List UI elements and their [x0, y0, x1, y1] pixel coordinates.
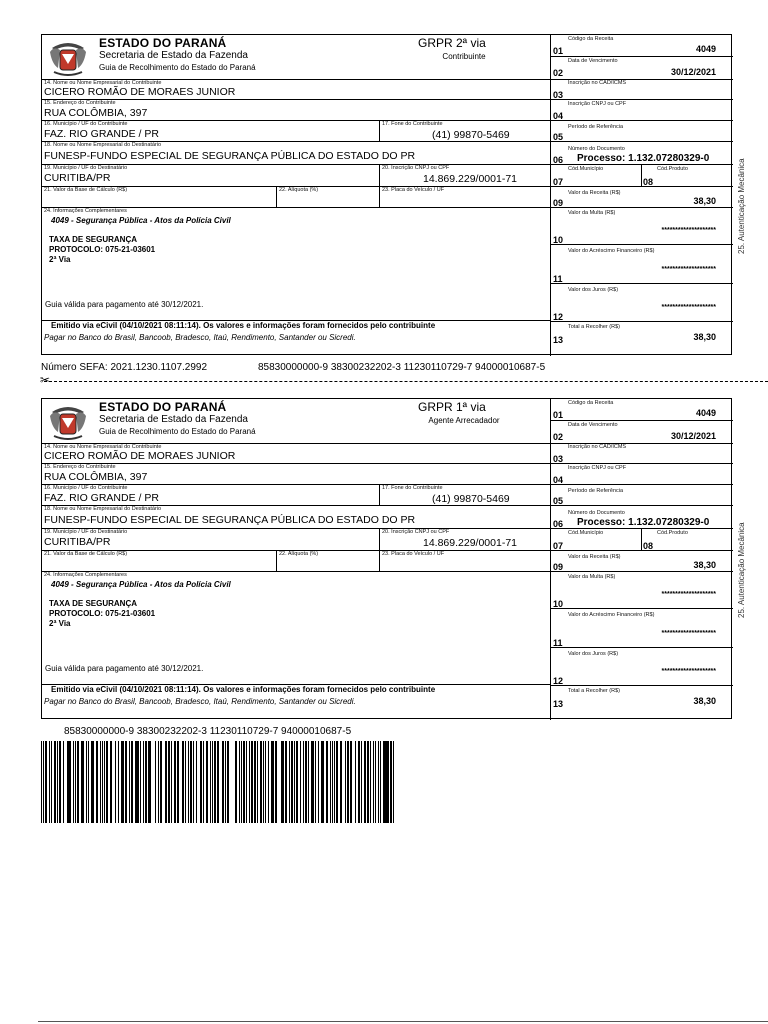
r12-label: Valor dos Juros (R$): [568, 287, 619, 293]
r03-num: 03: [553, 90, 564, 100]
interest-value: ********************: [661, 668, 716, 675]
recipient-cnpj: 14.869.229/0001-71: [423, 537, 518, 549]
field-24-label: 24. Informações Complementares: [44, 572, 127, 578]
r10-num: 10: [553, 599, 564, 609]
field-20-label: 20. Inscrição CNPJ ou CPF: [382, 165, 450, 171]
r10-num: 10: [553, 235, 564, 245]
r01-num: 01: [553, 46, 564, 56]
validity-note: Guia válida para pagamento até 30/12/2021.: [45, 300, 204, 309]
digitable-line-bottom: 85830000000-9 38300232202-3 11230110729-7 94000010687-5: [64, 726, 352, 737]
r07-label: Cód.Município: [568, 530, 604, 536]
r03-label: Inscrição no CAD/ICMS: [568, 80, 627, 86]
due-date: 30/12/2021: [670, 67, 716, 77]
financial-addition-value: ********************: [661, 266, 716, 273]
r12-num: 12: [553, 676, 564, 686]
field-22-label: 22. Alíquota (%): [279, 187, 319, 193]
r06-label: Número do Documento: [568, 510, 625, 516]
r02-label: Data de Vencimento: [568, 422, 618, 428]
r05-label: Período de Referência: [568, 124, 624, 130]
r13-label: Total a Recolher (R$): [568, 324, 620, 330]
field-21-label: 21. Valor da Base de Cálculo (R$): [44, 551, 128, 557]
r10-label: Valor da Multa (R$): [568, 574, 616, 580]
guia-form: [41, 34, 732, 355]
field-23-label: 23. Placa do Veículo / UF: [382, 551, 445, 557]
emission-note: Emitido via eCivil (04/10/2021 08:11:14). Os valores e informações foram fornecidos pelo contribuinte: [51, 321, 436, 330]
digitable-line-top: 85830000000-9 38300232202-3 11230110729-7 94000010687-5: [258, 362, 546, 373]
r09-num: 09: [553, 562, 564, 572]
via-title: GRPR 2ª via: [418, 36, 486, 50]
barcode-bar: [393, 741, 394, 823]
field-23-label: 23. Placa do Veículo / UF: [382, 187, 445, 193]
field-14-label: 14. Nome ou Nome Empresarial do Contribuinte: [44, 80, 162, 86]
recipient-cnpj: 14.869.229/0001-71: [423, 173, 518, 185]
contributor-address: RUA COLÔMBIA, 397: [44, 107, 148, 119]
field-18-label: 18. Nome ou Nome Empresarial do Destinatário: [44, 142, 162, 148]
r02-num: 02: [553, 432, 564, 442]
contributor-name: CICERO ROMÃO DE MORAES JUNIOR: [44, 450, 236, 462]
interest-value: ********************: [661, 304, 716, 311]
mechanical-authentication-label: 25. Autenticação Mecânica: [737, 522, 746, 618]
field-20-label: 20. Inscrição CNPJ ou CPF: [382, 529, 450, 535]
r09-label: Valor da Receita (R$): [568, 554, 621, 560]
r01-label: Código da Receita: [568, 36, 614, 42]
r01-num: 01: [553, 410, 564, 420]
field-18-label: 18. Nome ou Nome Empresarial do Destinatário: [44, 506, 162, 512]
r08-label: Cód.Produto: [657, 166, 688, 172]
via-subtitle: Agente Arrecadador: [428, 416, 500, 425]
guia-description: Guia de Recolhimento do Estado do Paraná: [99, 427, 256, 436]
revenue-value: 38,30: [693, 560, 716, 570]
r04-num: 04: [553, 111, 564, 121]
field-15-label: 15. Endereço do Contribuinte: [44, 100, 116, 106]
field-21-label: 21. Valor da Base de Cálculo (R$): [44, 187, 128, 193]
r01-label: Código da Receita: [568, 400, 614, 406]
info-protocol: PROTOCOLO: 075-21-03601: [49, 609, 156, 618]
secretaria-name: Secretaria de Estado da Fazenda: [99, 50, 248, 61]
info-via: 2ª Via: [49, 619, 71, 628]
scissors-icon: ✂: [40, 373, 51, 387]
field-16-label: 16. Município / UF do Contribuinte: [44, 121, 128, 127]
cut-line: [44, 381, 768, 382]
r05-num: 05: [553, 132, 564, 142]
r06-num: 06: [553, 155, 564, 165]
emission-note: Emitido via eCivil (04/10/2021 08:11:14). Os valores e informações foram fornecidos pelo contribuinte: [51, 685, 436, 694]
info-protocol: PROTOCOLO: 075-21-03601: [49, 245, 156, 254]
info-tax-type: TAXA DE SEGURANÇA: [49, 235, 138, 244]
fine-value: ********************: [661, 591, 716, 598]
r06-label: Número do Documento: [568, 146, 625, 152]
field-22-label: 22. Alíquota (%): [279, 551, 319, 557]
state-title: ESTADO DO PARANÁ: [99, 400, 227, 414]
r02-label: Data de Vencimento: [568, 58, 618, 64]
r04-num: 04: [553, 475, 564, 485]
r13-num: 13: [553, 335, 564, 345]
r11-num: 11: [553, 274, 563, 284]
r12-num: 12: [553, 312, 564, 322]
recipient-name: FUNESP-FUNDO ESPECIAL DE SEGURANÇA PÚBLICA DO ESTADO DO PR: [44, 150, 416, 162]
r10-label: Valor da Multa (R$): [568, 210, 616, 216]
r03-label: Inscrição no CAD/ICMS: [568, 444, 627, 450]
parana-coat-of-arms-icon: [48, 38, 88, 78]
mechanical-authentication-label: 25. Autenticação Mecânica: [737, 158, 746, 254]
state-title: ESTADO DO PARANÁ: [99, 36, 227, 50]
contributor-phone: (41) 99870-5469: [432, 493, 510, 505]
revenue-code: 4049: [695, 408, 716, 418]
r07-num: 07: [553, 541, 564, 551]
sefa-number: Número SEFA: 2021.1230.1107.2992: [41, 362, 208, 373]
r04-label: Inscrição CNPJ ou CPF: [568, 465, 627, 471]
r08-label: Cód.Produto: [657, 530, 688, 536]
field-24-label: 24. Informações Complementares: [44, 208, 127, 214]
r06-num: 06: [553, 519, 564, 529]
total-value: 38,30: [693, 696, 716, 706]
info-via: 2ª Via: [49, 255, 71, 264]
revenue-code: 4049: [695, 44, 716, 54]
field-19-label: 19. Município / UF do Destinatário: [44, 165, 128, 171]
payment-barcode: [41, 741, 395, 823]
guia-form: [41, 398, 732, 719]
r07-num: 07: [553, 177, 564, 187]
field-17-label: 17. Fone do Contribuinte: [382, 121, 443, 127]
r12-label: Valor dos Juros (R$): [568, 651, 619, 657]
validity-note: Guia válida para pagamento até 30/12/2021.: [45, 664, 204, 673]
r07-label: Cód.Município: [568, 166, 604, 172]
contributor-city: FAZ. RIO GRANDE / PR: [44, 492, 159, 504]
field-14-label: 14. Nome ou Nome Empresarial do Contribuinte: [44, 444, 162, 450]
via-title: GRPR 1ª via: [418, 400, 486, 414]
due-date: 30/12/2021: [670, 431, 716, 441]
r13-label: Total a Recolher (R$): [568, 688, 620, 694]
r11-label: Valor do Acréscimo Financeiro (R$): [568, 612, 655, 618]
payment-banks: Pagar no Banco do Brasil, Bancoob, Bradesco, Itaú, Rendimento, Santander ou Sicredi.: [44, 697, 356, 706]
contributor-name: CICERO ROMÃO DE MORAES JUNIOR: [44, 86, 236, 98]
field-15-label: 15. Endereço do Contribuinte: [44, 464, 116, 470]
guia-description: Guia de Recolhimento do Estado do Paraná: [99, 63, 256, 72]
payment-banks: Pagar no Banco do Brasil, Bancoob, Bradesco, Itaú, Rendimento, Santander ou Sicredi.: [44, 333, 356, 342]
page-bottom-line: [38, 1021, 768, 1022]
info-service: 4049 - Segurança Pública - Atos da Polícia Civil: [51, 580, 231, 589]
info-tax-type: TAXA DE SEGURANÇA: [49, 599, 138, 608]
revenue-value: 38,30: [693, 196, 716, 206]
total-value: 38,30: [693, 332, 716, 342]
r09-label: Valor da Receita (R$): [568, 190, 621, 196]
contributor-city: FAZ. RIO GRANDE / PR: [44, 128, 159, 140]
recipient-name: FUNESP-FUNDO ESPECIAL DE SEGURANÇA PÚBLICA DO ESTADO DO PR: [44, 514, 416, 526]
r03-num: 03: [553, 454, 564, 464]
r11-num: 11: [553, 638, 563, 648]
secretaria-name: Secretaria de Estado da Fazenda: [99, 414, 248, 425]
recipient-city: CURITIBA/PR: [44, 172, 111, 184]
financial-addition-value: ********************: [661, 630, 716, 637]
r04-label: Inscrição CNPJ ou CPF: [568, 101, 627, 107]
r02-num: 02: [553, 68, 564, 78]
field-19-label: 19. Município / UF do Destinatário: [44, 529, 128, 535]
r08-num: 08: [643, 541, 654, 551]
r11-label: Valor do Acréscimo Financeiro (R$): [568, 248, 655, 254]
via-subtitle: Contribuinte: [442, 52, 486, 61]
fine-value: ********************: [661, 227, 716, 234]
field-17-label: 17. Fone do Contribuinte: [382, 485, 443, 491]
r08-num: 08: [643, 177, 654, 187]
contributor-address: RUA COLÔMBIA, 397: [44, 471, 148, 483]
r09-num: 09: [553, 198, 564, 208]
recipient-city: CURITIBA/PR: [44, 536, 111, 548]
field-16-label: 16. Município / UF do Contribuinte: [44, 485, 128, 491]
document-number: Processo: 1.132.07280329-0: [577, 517, 710, 528]
document-number: Processo: 1.132.07280329-0: [577, 153, 710, 164]
contributor-phone: (41) 99870-5469: [432, 129, 510, 141]
r13-num: 13: [553, 699, 564, 709]
r05-num: 05: [553, 496, 564, 506]
r05-label: Período de Referência: [568, 488, 624, 494]
info-service: 4049 - Segurança Pública - Atos da Polícia Civil: [51, 216, 231, 225]
parana-coat-of-arms-icon: [48, 402, 88, 442]
